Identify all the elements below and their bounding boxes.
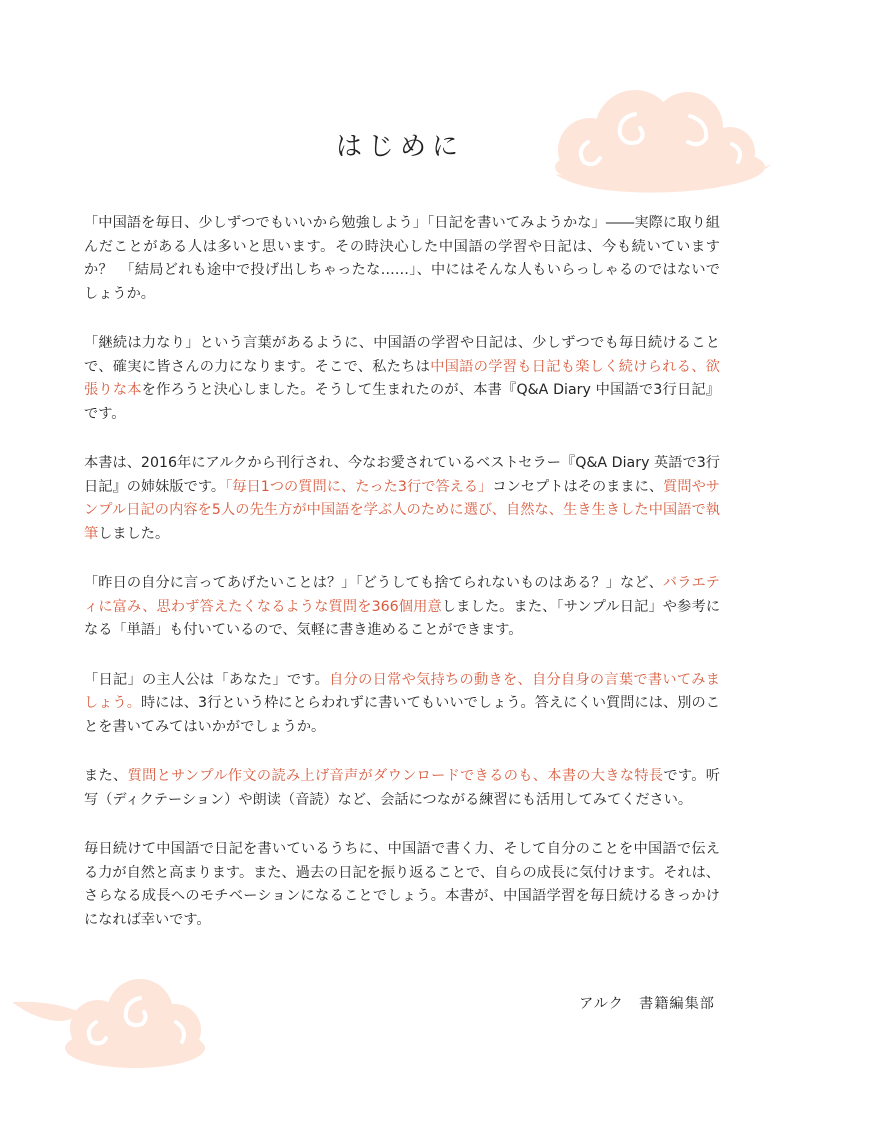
paragraph <box>84 572 720 643</box>
text-segment: 時には、3行という枠にとらわれずに書いてもいいでしょう。答えにくい質問には、別のことを書いてみてはいかがでしょうか。 <box>84 695 720 735</box>
text-segment: コンセプトはそのままに、 <box>492 478 664 495</box>
body-text <box>84 212 720 958</box>
paragraph <box>84 669 720 740</box>
text-segment: また、 <box>84 768 128 784</box>
text-segment: 「昨日の自分に言ってあげたいことは？」「どうしても捨てられないものはある？」など、 <box>84 575 663 591</box>
text-segment: しました。 <box>98 525 170 542</box>
paragraph <box>84 765 720 812</box>
text-segment: 「中国語を毎日、少しずつでもいいから勉強しよう」「日記を書いてみようかな」――実際に取り組んだことがある人は多いと思います。その時決心した中国語の学習や日記は、今も続いていますか？ 「結局どれも途中で投げ出しちゃったな……」、中にはそんな人もいらっしゃるのではないでしょうか。 <box>84 215 720 302</box>
paragraph <box>84 838 720 932</box>
text-segment: 「日記」の主人公は「あなた」です。 <box>84 671 330 688</box>
highlighted-text: 質問とサンプル作文の読み上げ音声がダウンロードできるのも、本書の大きな特長 <box>127 768 664 784</box>
highlighted-text: バラエティに富み、思わず答えたくなるような質問を366個用意 <box>84 575 720 615</box>
highlighted-text: 自分の日常や気持ちの動きを、自分自身の言葉で書いてみましょう。 <box>84 671 720 711</box>
signature: アルク 書籍編集部 <box>579 996 715 1012</box>
highlighted-text: 質問やサンプル日記の内容を5人の先生方が中国語を学ぶ人のために選び、自然な、生き生きした中国語で執筆 <box>84 478 720 542</box>
highlighted-text: 「毎日1つの質問に、たった3行で答える」 <box>225 478 493 495</box>
text-segment: 「継続は力なり」という言葉があるように、中国語の学習や日記は、少しずつでも毎日続けることで、確実に皆さんの力になります。そこで、私たちは <box>84 335 720 375</box>
paragraph <box>84 212 720 306</box>
text-segment: 本書は、2016年にアルクから刊行され、今なお愛されているベストセラー『Q&A Diary 英語で3行日記』の姉妹版です。 <box>84 455 720 495</box>
text-segment: を作ろうと決心しました。そうして生まれたのが、本書『Q&A Diary 中国語で3行日記』です。 <box>84 382 720 422</box>
text-segment: しました。また、「サンプル日記」や参考になる「単語」も付いているので、気軽に書き進めることができます。 <box>84 598 721 638</box>
text-segment: です。听写（ディクテーション）や朗读（音読）など、会話につながる練習にも活用してみてください。 <box>84 768 720 808</box>
decorative-cloud-bottom <box>10 972 210 1072</box>
page-title: はじめに <box>335 132 464 162</box>
text-segment: 毎日続けて中国語で日記を書いているうちに、中国語で書く力、そして自分のことを中国語で伝える力が自然と高まります。また、過去の日記を振り返ることで、自らの成長に気付けます。それは、さらなる成長へのモチベーションになることでしょう。本書が、中国語学習を毎日続けるきっかけになれば幸いです。 <box>84 841 720 928</box>
highlighted-text: 中国語の学習も日記も楽しく続けられる、欲張りな本 <box>84 358 720 398</box>
paragraph <box>84 332 720 426</box>
paragraph <box>84 452 720 546</box>
